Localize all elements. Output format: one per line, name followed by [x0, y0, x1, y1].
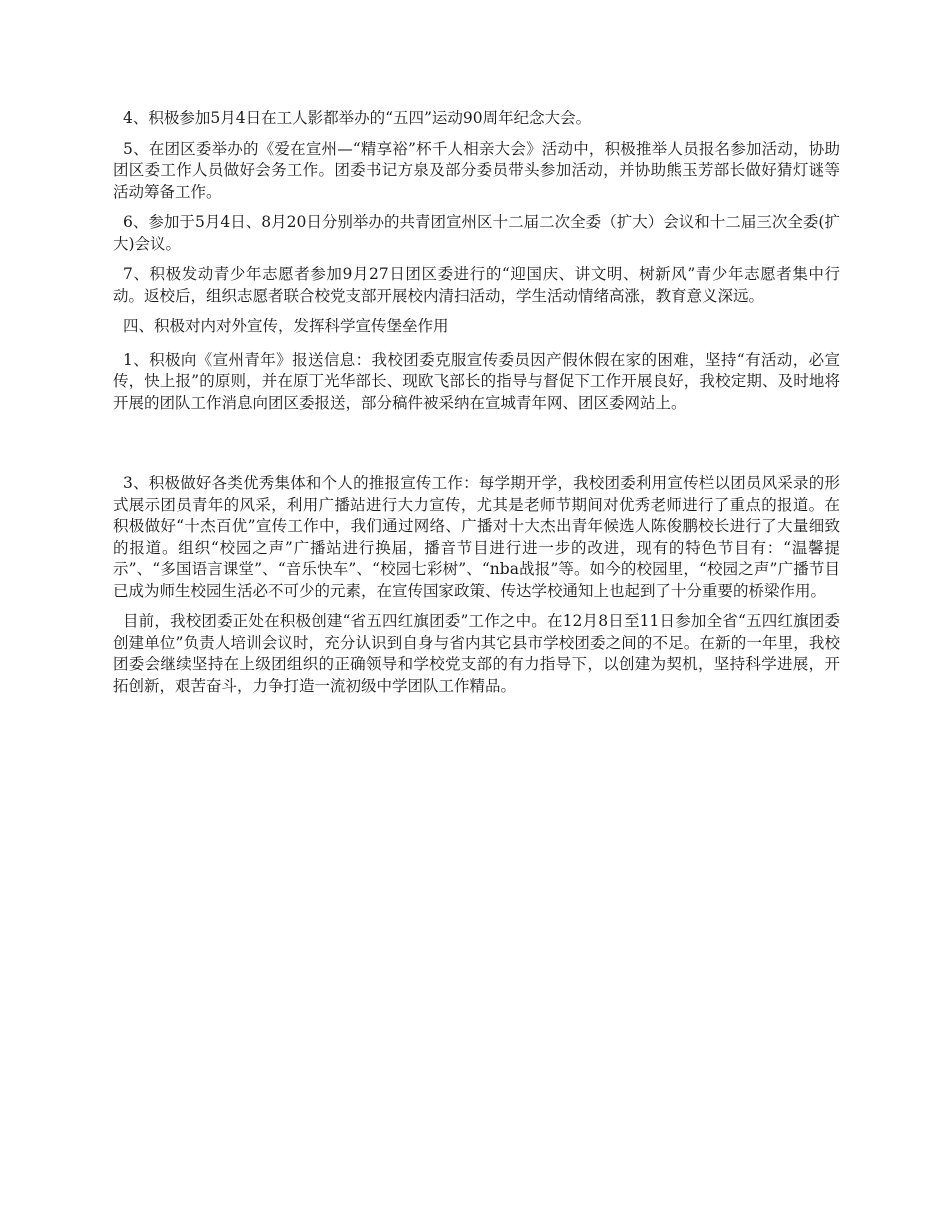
blank-gap	[113, 423, 840, 473]
paragraph-conclusion: 目前，我校团委正处在积极创建“省五四红旗团委”工作之中。在12月8日至11日参加全省“五四红旗团委创建单位”负责人培训会议时，充分认识到自身与省内其它县市学校团委之间的不足。在新的一年里，我校团委会继续坚持在上级团组织的正确领导和学校党支部的有力指导下，以创建为契机，坚持科学进展，开拓创新，艰苦奋斗，力争打造一流初级中学团队工作精品。	[113, 612, 840, 695]
paragraph-item-6: 6、参加于5月4日、8月20日分别举办的共青团宣州区十二届二次全委（扩大）会议和十二届三次全委(扩大)会议。	[113, 213, 840, 253]
paragraph-publicity-3: 3、积极做好各类优秀集体和个人的推报宣传工作：每学期开学，我校团委利用宣传栏以团员风采录的形式展示团员青年的风采，利用广播站进行大力宣传，尤其是老师节期间对优秀老师进行了重点的报道。在积极做好“十杰百优”宣传工作中，我们通过网络、广播对十大杰出青年候选人陈俊鹏校长进行了大量细致的报道。组织“校园之声”广播站进行换届，播音节目进行进一步的改进，现有的特色节目有：“温馨提示”、“多国语言课堂”、“音乐快车”、“校园七彩树”、“nba战报”等。如今的校园里，“校园之声”广播节目已成为师生校园生活必不可少的元素，在宣传国家政策、传达学校通知上也起到了十分重要的桥梁作用。	[113, 474, 840, 600]
paragraph-item-5: 5、在团区委举办的《爱在宣州—“精享裕”杯千人相亲大会》活动中，积极推举人员报名参加活动，协助团区委工作人员做好会务工作。团委书记方泉及部分委员带头参加活动，并协助熊玉芳部长做好猜灯谜等活动筹备工作。	[113, 139, 840, 201]
paragraph-item-7: 7、积极发动青少年志愿者参加9月27日团区委进行的“迎国庆、讲文明、树新风”青少年志愿者集中行动。返校后，组织志愿者联合校党支部开展校内清扫活动，学生活动情绪高涨，教育意义深远。	[113, 265, 840, 305]
section-heading: 四、积极对内对外宣传，发挥科学宣传堡垒作用	[123, 317, 449, 335]
paragraph-publicity-1: 1、积极向《宣州青年》报送信息：我校团委克服宣传委员因产假休假在家的困难，坚持“有活动，必宣传，快上报”的原则，并在原丁光华部长、现欧飞部长的指导与督促下工作开展良好，我校定期、及时地将开展的团队工作消息向团区委报送，部分稿件被采纳在宣城青年网、团区委网站上。	[113, 350, 840, 412]
document-body	[113, 108, 840, 706]
paragraph-item-4: 4、积极参加5月4日在工人影都举办的“五四”运动90周年纪念大会。	[123, 109, 592, 127]
